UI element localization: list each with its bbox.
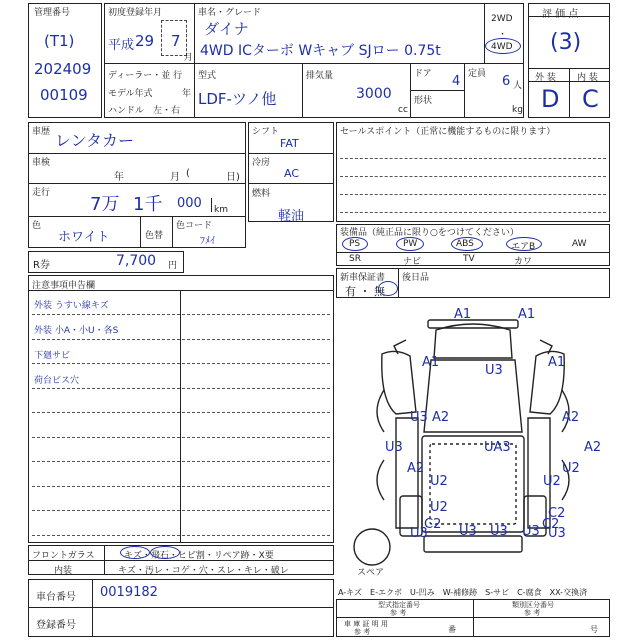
color-value: ホワイト	[58, 230, 110, 245]
aircon-label: 冷房	[252, 158, 271, 168]
chassis-value: 0019182	[100, 585, 158, 600]
damage-mark: A1	[422, 355, 440, 370]
handle-label: ハンドル 左・右	[108, 106, 181, 116]
engine-unit: cc	[398, 105, 408, 115]
equip-sr: SR	[349, 254, 361, 264]
registration-month: 7	[171, 32, 181, 50]
note-item-2: 外装 小A・小U・各S	[34, 326, 119, 336]
registration-month-unit: 月	[184, 53, 194, 63]
color-label: 色	[32, 221, 42, 231]
plate-label: 登録番号	[36, 620, 76, 631]
registration-year: 29	[135, 32, 155, 50]
damage-mark: A1	[548, 355, 566, 370]
management-label: 管理番号	[34, 8, 71, 18]
note-item-1: 外装 うすい線キズ	[34, 301, 109, 311]
inspection-label: 車検	[32, 158, 51, 168]
car-name: ダイナ	[204, 20, 249, 38]
car-name-label: 車名・グレード	[198, 8, 262, 18]
mileage-label: 走行	[32, 188, 51, 198]
fuel-value: 軽油	[278, 209, 305, 224]
warranty-label: 新車保証書	[340, 273, 386, 283]
drive-2wd: 2WD	[491, 14, 513, 24]
footer-model-label: 型式指定番号	[378, 601, 420, 609]
mileage-sen: 1千	[133, 194, 163, 215]
dealer-label: ディーラー・並 行	[108, 71, 183, 81]
mileage-rest: 000	[177, 196, 202, 211]
glass-label: フロントガラス	[32, 551, 95, 561]
recycle-unit: 円	[168, 261, 178, 271]
interior-label: 内装	[54, 566, 73, 576]
footer-ref2: 参 考	[524, 609, 541, 617]
aircon-value: AC	[284, 167, 300, 180]
interior-score: C	[582, 85, 599, 113]
damage-mark: U2	[430, 500, 448, 515]
drive-4wd-circle	[485, 38, 521, 54]
equip-leather: カワ	[514, 257, 533, 267]
recycle-label: R券	[33, 260, 50, 271]
car-grade: 4WD ICターボ Wキャブ SJロー 0.75t	[200, 43, 441, 59]
footer-ref3: 参 考	[354, 628, 371, 636]
interior-score-label: 内 装	[577, 73, 598, 83]
damage-mark: U3	[410, 410, 428, 425]
shift-label: シフト	[252, 127, 280, 137]
damage-mark: UA3	[484, 440, 511, 455]
damage-mark: U3	[485, 363, 503, 378]
door-label: ドア	[414, 69, 432, 79]
recycle-box	[28, 251, 184, 273]
damage-mark: A1	[454, 307, 472, 322]
footer-ref1: 参 考	[390, 609, 407, 617]
recycle-value: 7,700	[116, 253, 157, 269]
equip-ps: PS	[349, 239, 361, 249]
after-item-label: 後日品	[402, 273, 430, 283]
interior-value: キズ・汚レ・コゲ・穴・スレ・キレ・破レ	[118, 566, 289, 576]
engine-label: 排気量	[306, 71, 334, 81]
registration-era: 平成	[108, 38, 135, 53]
footer-num-label: 号	[590, 625, 598, 634]
door-value: 4	[452, 74, 461, 89]
damage-mark: C2	[548, 506, 566, 521]
inspection-open: (	[186, 168, 190, 179]
damage-legend: A-キズ E-エクボ U-凹み W-補修跡 S-サビ C-腐食 XX-交換済	[338, 588, 588, 597]
model-year-label: モデル年式	[108, 89, 153, 99]
damage-mark: A2	[432, 410, 450, 425]
damage-mark: U3	[410, 526, 428, 541]
damage-mark: U2	[543, 474, 561, 489]
damage-mark: A1	[518, 307, 536, 322]
chassis-label: 車台番号	[36, 592, 76, 603]
score-label: 評 価 点	[542, 9, 579, 20]
mileage-man: 7万	[90, 194, 120, 215]
drive-dot: ・	[498, 30, 508, 40]
damage-mark: A2	[407, 461, 425, 476]
footer-class-label: 類別区分番号	[512, 601, 554, 609]
warranty-value: 有 ・ 無	[345, 285, 385, 298]
equip-navi: ナビ	[403, 257, 422, 267]
mileage-unit: km	[214, 205, 228, 215]
capacity-unit: 人	[513, 81, 523, 91]
footer-no-label: 番	[448, 625, 456, 634]
drive-4wd: 4WD	[491, 42, 513, 52]
damage-mark: A2	[562, 410, 580, 425]
fuel-label: 燃料	[252, 189, 271, 199]
spare-label: スペア	[357, 568, 385, 578]
exterior-score: D	[541, 85, 560, 113]
weight-unit: kg	[512, 105, 523, 115]
inspection-month-unit: 月	[170, 172, 180, 183]
damage-mark: U3	[459, 524, 477, 539]
engine-value: 3000	[356, 86, 392, 102]
shift-value: FAT	[280, 137, 299, 150]
capacity-label: 定員	[468, 69, 487, 79]
equip-airbag: エアB	[511, 242, 536, 252]
damage-mark: U3	[490, 524, 508, 539]
capacity-value: 6	[502, 74, 511, 89]
equip-abs: ABS	[456, 239, 474, 249]
damage-mark: U3	[522, 524, 540, 539]
equip-pw: PW	[403, 239, 418, 249]
note-item-4: 荷台ビス穴	[34, 376, 80, 386]
model-label: 型式	[198, 71, 217, 81]
color-change-label: 色替	[145, 231, 164, 241]
glass-value: キズ・飛石・ヒビ割・リペア跡・X要	[124, 551, 274, 561]
color-code-label: 色コード	[176, 221, 213, 231]
equip-tv: TV	[463, 254, 475, 264]
damage-mark: U3	[548, 526, 566, 541]
inspection-day-unit: 日)	[226, 172, 240, 183]
score-value: (3)	[550, 30, 582, 55]
damage-mark: C2	[424, 517, 442, 532]
shape-label: 形状	[414, 96, 433, 106]
history-value: レンタカー	[55, 131, 134, 150]
damage-mark: U3	[385, 440, 403, 455]
exterior-score-label: 外 装	[535, 73, 556, 83]
notes-label: 注意事項申告欄	[32, 281, 96, 291]
damage-mark: U2	[562, 461, 580, 476]
history-label: 車歴	[32, 127, 51, 137]
sales-point-box	[336, 122, 610, 222]
note-item-3: 下廻サビ	[34, 351, 71, 361]
sales-point-label: セールスポイント（正常に機能するものに限ります）	[340, 127, 556, 137]
damage-mark: C2	[542, 517, 560, 532]
damage-mark: A2	[584, 440, 602, 455]
model-value: LDF-ツノ他	[198, 90, 277, 108]
equip-aw: AW	[572, 239, 587, 249]
management-line1: (T1)	[44, 32, 75, 50]
registration-label: 初度登録年月	[108, 8, 163, 18]
model-year-unit: 年	[182, 89, 192, 99]
footer-cert-label: 車 庫 証 明 用	[344, 620, 388, 628]
management-line2: 202409	[34, 60, 92, 78]
management-line3: 00109	[40, 86, 88, 104]
damage-mark: U2	[430, 474, 448, 489]
inspection-year-unit: 年	[114, 172, 124, 183]
color-code: ﾌﾒｲ	[200, 236, 215, 247]
notes-box	[28, 275, 334, 543]
equipment-label: 装備品（純正品に限り○をつけてください）	[340, 228, 519, 238]
